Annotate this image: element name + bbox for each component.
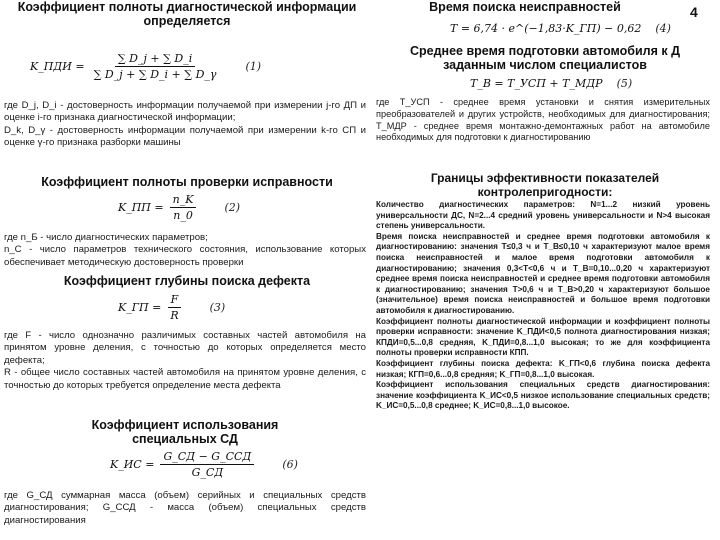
formula-kpdi bbox=[30, 34, 360, 98]
formula-kpdi-numerator: ∑ D_j + ∑ D_i bbox=[115, 52, 195, 67]
formula-kpp-numerator: n_K bbox=[170, 193, 197, 208]
depth-desc-line-2: R - общее число составных частей автомобиля на принятом уровне деления, с точностью до которых требуется определение места дефекта bbox=[4, 367, 366, 391]
formula-search-time-body: T = 6,74 · e^(−1,83·K_ГП) − 0,62 bbox=[450, 22, 642, 35]
formula-kpdi-number: (1) bbox=[245, 59, 262, 73]
formula-kgp-denominator: R bbox=[170, 309, 179, 322]
check-desc-line-1: где n_Б - число диагностических параметров; bbox=[4, 232, 208, 243]
formula-kis-numerator: G_СД − G_ССД bbox=[160, 450, 254, 465]
diag-info-title: Коэффициент полноты диагностической информации определяется bbox=[17, 0, 357, 28]
prep-time-description: где T_УСП - среднее время установки и снятия измерительных преобразователей и других устройств, необходимых для диагностирования; T_МДР - среднее время монтажно-демонтажных работ на автомобиле необходимых для подготовки к диагностированию bbox=[376, 97, 710, 143]
formula-prep-time-body: T_B = T_УСП + T_МДР bbox=[470, 77, 603, 90]
formula-prep-time-number: (5) bbox=[616, 77, 633, 90]
diag-desc-line-1: где D_j, D_i - достоверность информации получаемой при измерении j-го ДП и оценке i-го признака диагностической информации; bbox=[4, 100, 366, 124]
formula-kgp-number: (3) bbox=[209, 301, 226, 314]
formula-kis bbox=[110, 450, 298, 479]
diag-info-description bbox=[4, 100, 366, 150]
check-completeness-description bbox=[4, 232, 366, 269]
formula-prep-time bbox=[470, 77, 632, 90]
defect-depth-title: Коэффициент глубины поиска дефекта bbox=[63, 274, 311, 288]
formula-kpp-denominator: n_0 bbox=[173, 209, 193, 222]
formula-kis-fraction bbox=[160, 450, 254, 479]
check-completeness-title: Коэффициент полноты проверки исправности bbox=[41, 175, 333, 189]
formula-kpp bbox=[118, 193, 240, 222]
formula-kis-number: (6) bbox=[282, 458, 298, 471]
formula-kis-denominator: G_СД bbox=[191, 466, 224, 479]
bounds-text bbox=[376, 200, 710, 412]
formula-kgp-fraction bbox=[167, 293, 181, 322]
formula-kpp-number: (2) bbox=[224, 201, 241, 214]
bounds-paragraph-3: Коэффициент полноты диагностической информации и коэффициент полноты проверки исправности: значение K_ПДИ<0,5 полнота диагностирования низкая; КПДИ=0,5...0,8 средняя, K_ПДИ=0,8...1,0 высокая; то же для коэффициента полноты проверки исправности КПП. bbox=[376, 316, 710, 358]
bounds-paragraph-1: Количество диагностических параметров: N=1...2 низкий уровень универсальности ДС, N=2...4 средний уровень универсальности и N>4 высокая степень универсальности. bbox=[376, 200, 710, 231]
bounds-paragraph-4: Коэффициент глубины поиска дефекта: K_ГП<0,6 глубина поиска дефекта низкая; КГП=0,6...0,8 средняя; K_ГП=0,8...1,0 высокая. bbox=[376, 358, 710, 379]
formula-kgp-numerator: F bbox=[168, 293, 182, 308]
check-desc-line-2: n_С - число параметров технического состояния, использование которых обеспечивает методическую достоверность проверки bbox=[4, 244, 366, 268]
formula-kis-lhs: K_ИС = bbox=[110, 458, 155, 471]
formula-kgp-lhs: K_ГП = bbox=[118, 301, 162, 314]
bounds-paragraph-5: Коэффициент использования специальных средств диагностирования: значение коэффициента K_ИС<0,5 низкое использование специальных средств; K_ИС=0,5...0,8 среднее; K_ИС=0,8...1,0 высокое. bbox=[376, 380, 710, 411]
defect-depth-description bbox=[4, 330, 366, 392]
bounds-title: Границы эффективности показателей контролепригодности: bbox=[430, 171, 660, 199]
special-tools-description bbox=[4, 490, 366, 527]
bounds-paragraph-2: Время поиска неисправностей и среднее время подготовки автомобиля к диагностированию: значения T≤0,3 ч и T_B≤0,10 ч характеризуют малое время поиска неисправностей и малое время подготовки автомобиля к диагностированию; значения 0,3<T<0,6 ч и T_B=0,10...0,20 ч характеризуют среднее время поиска неисправностей и среднее время подготовки автомобиля к диагностированию; значения T>0,6 ч и T_B>0,20 ч характеризуют большое (значительное) время поиска неисправностей и большое время подготовки автомобиля к диагностированию. bbox=[376, 231, 710, 315]
formula-kpp-lhs: K_ПП = bbox=[118, 201, 164, 214]
depth-desc-line-1: где F - число однозначно различимых составных частей автомобиля на принятом уровне деления, с точностью до которых определяется место дефекта; bbox=[4, 330, 366, 366]
prep-time-title: Среднее время подготовки автомобиля к Д заданным числом специалистов bbox=[410, 44, 680, 72]
use-desc-line-1: где G_СД суммарная масса (объем) серийных и специальных средств диагностирования; G_ССД - масса (объем) специальных средств диагностирования bbox=[4, 490, 366, 526]
formula-kpp-fraction bbox=[170, 193, 197, 222]
formula-search-time-number: (4) bbox=[655, 22, 671, 35]
page-number: 4 bbox=[690, 4, 698, 20]
diag-desc-line-2: D_k, D_γ - достоверность информации получаемой при измерении k-го СП и оценке γ-го признака разборки машины bbox=[4, 124, 366, 149]
formula-kpdi-lhs: K_ПДИ = bbox=[30, 59, 85, 73]
special-tools-title: Коэффициент использования специальных СД bbox=[91, 418, 279, 446]
formula-search-time bbox=[450, 22, 671, 35]
formula-kpdi-fraction bbox=[91, 52, 220, 81]
search-time-title: Время поиска неисправностей bbox=[429, 0, 621, 14]
formula-kpdi-denominator: ∑ D_j + ∑ D_i + ∑ D_γ bbox=[93, 67, 217, 81]
formula-kgp bbox=[118, 293, 225, 322]
